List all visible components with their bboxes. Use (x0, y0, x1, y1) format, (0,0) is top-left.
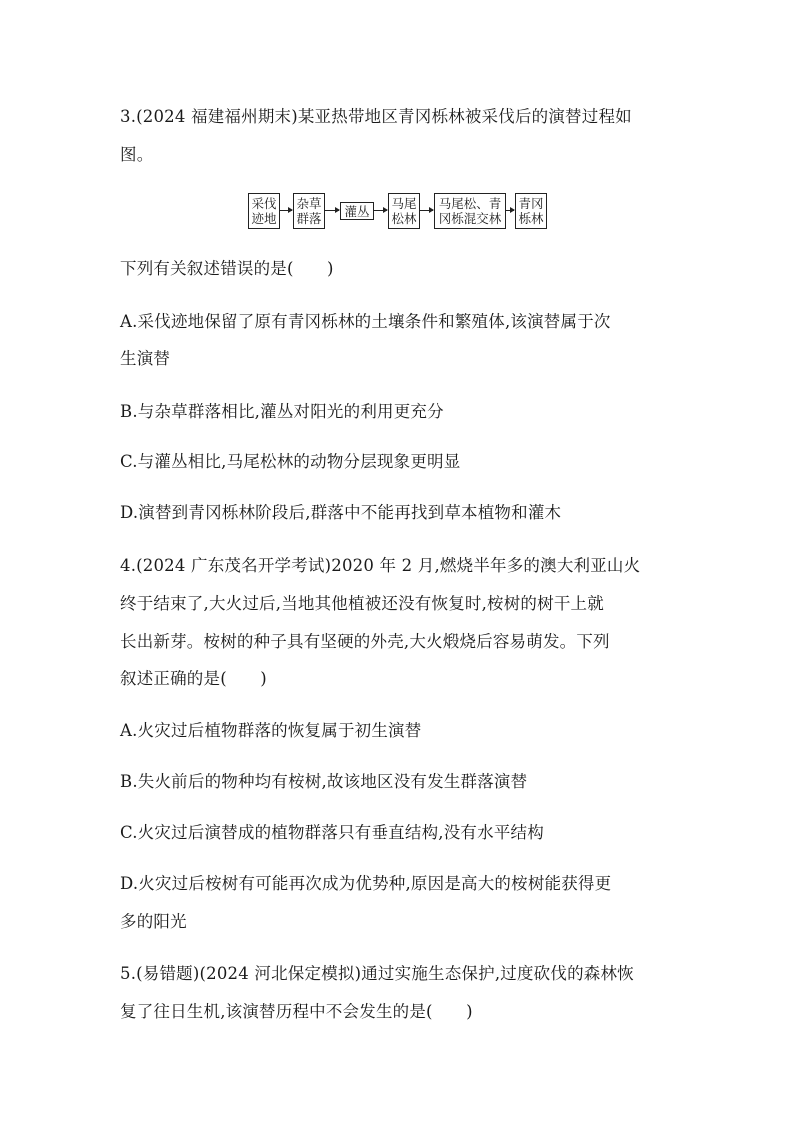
flow-box-masson-pine: 马尾 松林 (388, 193, 420, 229)
flow-box-logged-land: 采伐 迹地 (248, 193, 280, 229)
q3-option-d: D.演替到青冈栎林阶段后,群落中不能再找到草本植物和灌木 (120, 503, 562, 522)
q4-stem-line1: 4.(2024 广东茂名开学考试)2020 年 2 月,燃烧半年多的澳大利亚山火 (120, 556, 641, 575)
q4-option-c: C.火灾过后演替成的植物群落只有垂直结构,没有水平结构 (120, 823, 544, 842)
q3-option-a-line1: A.采伐迹地保留了原有青冈栎林的土壤条件和繁殖体,该演替属于次 (120, 312, 611, 331)
flow-arrow (506, 210, 514, 211)
q4-option-a: A.火灾过后植物群落的恢复属于初生演替 (120, 721, 422, 740)
q3-stem-line2: 图。 (120, 145, 154, 164)
succession-flow-diagram (248, 193, 548, 229)
flow-box-mixed-forest: 马尾松、青 冈栎混交林 (434, 193, 506, 229)
q3-stem-line1: 3.(2024 福建福州期末)某亚热带地区青冈栎林被采伐后的演替过程如 (120, 107, 632, 126)
flow-arrow (374, 210, 387, 211)
q4-option-d-line1: D.火灾过后桉树有可能再次成为优势种,原因是高大的桉树能获得更 (120, 874, 612, 893)
q4-option-b: B.失火前后的物种均有桉树,故该地区没有发生群落演替 (120, 772, 528, 791)
flow-arrow (280, 210, 292, 211)
q4-stem-line4: 叙述正确的是( ) (120, 669, 267, 688)
q5-stem-line1: 5.(易错题)(2024 河北保定模拟)通过实施生态保护,过度砍伐的森林恢 (120, 964, 634, 983)
q4-option-d-line2: 多的阳光 (120, 912, 187, 931)
flow-arrow (420, 210, 433, 211)
q3-option-b: B.与杂草群落相比,灌丛对阳光的利用更充分 (120, 402, 444, 421)
q3-option-c: C.与灌丛相比,马尾松林的动物分层现象更明显 (120, 452, 461, 471)
flow-arrow (325, 210, 339, 211)
q3-option-a-line2: 生演替 (120, 349, 171, 368)
flow-box-weed-community: 杂草 群落 (293, 193, 325, 229)
flow-box-oak-forest: 青冈 栎林 (515, 193, 547, 229)
flow-box-shrub: 灌丛 (340, 202, 374, 220)
q4-stem-line3: 长出新芽。桉树的种子具有坚硬的外壳,大火煅烧后容易萌发。下列 (120, 632, 610, 651)
q4-stem-line2: 终于结束了,大火过后,当地其他植被还没有恢复时,桉树的树干上就 (120, 594, 604, 613)
q5-stem-line2: 复了往日生机,该演替历程中不会发生的是( ) (120, 1002, 473, 1021)
q3-prompt: 下列有关叙述错误的是( ) (120, 259, 334, 278)
